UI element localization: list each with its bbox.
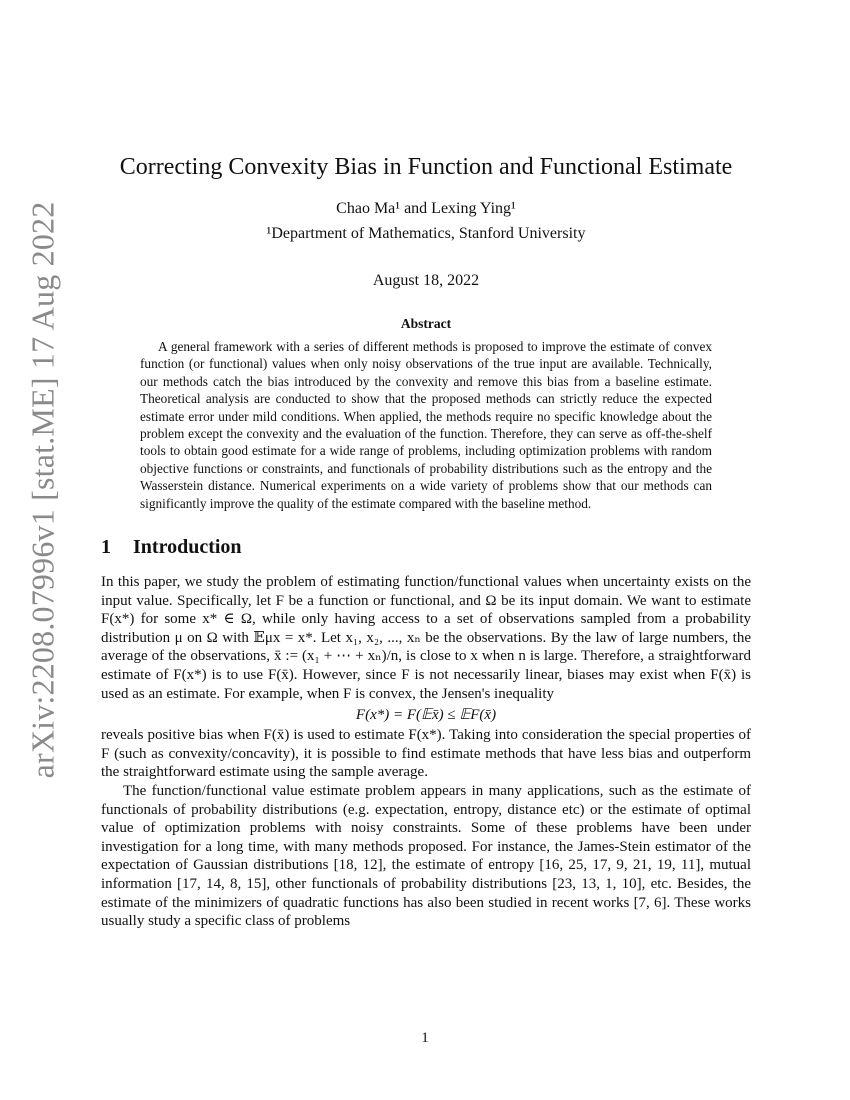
arxiv-id: arXiv:2208.07996v1 [stat.ME] 17 Aug 2022 — [24, 201, 61, 779]
section-number: 1 — [101, 536, 111, 559]
section-title: Introduction — [133, 536, 242, 559]
intro-paragraph-2: reveals positive bias when F(x̄) is used to estimate F(x*). Taking into consideration the special properties of F (such as convexity/concavity), it is possible to find estimate methods that have less bias and outperform the straightforward estimate using the sample average. — [101, 727, 751, 781]
jensen-equation: F(x*) = F(𝔼x̄) ≤ 𝔼F(x̄) — [355, 707, 497, 724]
date: August 18, 2022 — [372, 272, 480, 289]
abstract-text: A general framework with a series of different methods is proposed to improve the estimate of convex function (or functional) values when only noisy observations of the true input are available. Technically, our methods catch the bias introduced by the convexity and remove this bias from a baseline estimate. Theoretical analysis are conducted to show that the proposed methods can strictly reduce the expected estimate error under mild conditions. When applied, the methods require no specific knowledge about the problem except the convexity and the evaluation of the function. Therefore, they can serve as off-the-shelf tools to obtain good estimate for a wide range of problems, including optimization problems with random objective functions or constraints, and functionals of probability distributions such as the entropy and the Wasserstein distance. Numerical experiments on a wide variety of problems show that our methods can significantly improve the quality of the estimate compared with the baseline method. — [140, 339, 712, 511]
authors: Chao Ma¹ and Lexing Ying¹ — [336, 200, 516, 217]
intro-paragraph-1: In this paper, we study the problem of estimating function/functional values when uncertainty exists on the input value. Specifically, let F be a function or functional, and Ω be its input domain. We want to estimate F(x*) for some x* ∈ Ω, while only having access to a set of observations sampled from a probability distribution μ on Ω with 𝔼μx = x*. Let x₁, x₂, ..., xₙ be the observations. By the law of large numbers, the average of the observations, x̄ := (x₁ + ⋯ + xₙ)/n, is close to x when n is large. Therefore, a straightforward estimate of F(x*) is to use F(x̄). However, since F is not necessarily linear, biases may exist when F(x̄) is used as an estimate. For example, when F is convex, the Jensen's inequality — [101, 574, 751, 702]
page-number: 1 — [421, 1030, 429, 1046]
section-heading — [101, 536, 751, 559]
paper-title: Correcting Convexity Bias in Function and Functional Estimate — [119, 154, 733, 180]
paper-page — [101, 150, 751, 931]
abstract-heading: Abstract — [400, 316, 452, 331]
affiliation: ¹Department of Mathematics, Stanford University — [266, 225, 586, 242]
intro-paragraph-3: The function/functional value estimate problem appears in many applications, such as the estimate of functionals of probability distributions (e.g. expectation, entropy, distance etc) or the estimate of optimal value of optimization problems with noisy constraints. Some of these problems have been under investigation for a long time, with many methods proposed. For instance, the James-Stein estimator of the expectation of Gaussian distributions [18, 12], the estimate of entropy [16, 25, 17, 9, 21, 19, 11], mutual information [17, 14, 8, 15], other functionals of probability distributions [23, 13, 1, 10], etc. Besides, the estimate of the minimizers of quadratic functions has also been studied in recent works [7, 6]. These works usually study a specific class of problems — [101, 783, 751, 930]
arxiv-identifier-margin — [18, 201, 68, 779]
